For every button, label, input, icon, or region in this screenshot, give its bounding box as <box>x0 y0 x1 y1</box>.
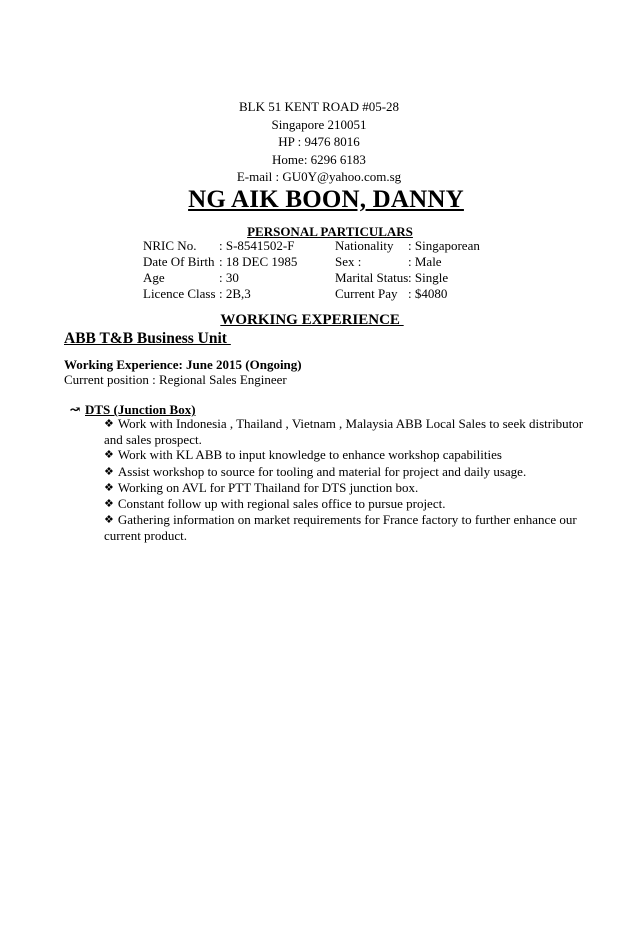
particular-value: : Male <box>408 254 442 269</box>
list-item <box>104 496 604 512</box>
particular-label: Date Of Birth <box>143 254 215 269</box>
personal-particulars-heading: PERSONAL PARTICULARS <box>247 224 413 239</box>
particular-label: Marital Status <box>335 270 409 285</box>
diamond-bullet-icon: ❖ <box>104 418 114 430</box>
list-item <box>104 416 604 447</box>
list-item <box>104 512 604 543</box>
particular-value: : Singaporean <box>408 238 480 253</box>
address-block <box>0 98 638 186</box>
address-home-phone: Home: 6296 6183 <box>272 151 366 167</box>
list-item-text: Work with KL ABB to input knowledge to enhance workshop capabilities <box>117 447 502 463</box>
list-item <box>104 480 604 496</box>
list-item-text: Gathering information on market requirements for France factory to further enhance our current product. <box>104 512 577 544</box>
particular-value: : Single <box>408 270 449 285</box>
candidate-name: NG AIK BOON, DANNY <box>188 186 464 213</box>
list-item-text: Work with Indonesia , Thailand , Vietnam , Malaysia ABB Local Sales to seek distributor and sales prospect. <box>104 416 584 448</box>
responsibilities-list <box>104 416 604 544</box>
particular-label: Age <box>143 270 165 285</box>
list-item-text: Assist workshop to source for tooling and material for project and daily usage. <box>117 463 527 479</box>
address-street: BLK 51 KENT ROAD #05-28 <box>238 99 400 114</box>
list-item <box>104 447 604 463</box>
particular-value: : $4080 <box>408 286 448 301</box>
arrow-icon: ↝ <box>69 402 81 417</box>
diamond-bullet-icon: ❖ <box>104 498 114 511</box>
particular-label: Licence Class <box>143 286 216 301</box>
particular-value: : 30 <box>219 270 239 285</box>
diamond-bullet-icon: ❖ <box>104 449 114 462</box>
diamond-bullet-icon: ❖ <box>104 481 114 494</box>
company-heading: ABB T&B Business Unit <box>64 330 231 347</box>
particular-label: Sex : <box>335 254 362 269</box>
particular-label: Current Pay <box>335 286 398 301</box>
current-position: Current position : Regional Sales Engineer <box>64 372 287 387</box>
experience-period: Working Experience: June 2015 (Ongoing) <box>64 357 302 372</box>
particular-label: NRIC No. <box>143 238 197 253</box>
address-mobile: HP : 9476 8016 <box>278 134 360 149</box>
particular-value: : S-8541502-F <box>219 238 295 253</box>
address-city: Singapore 210051 <box>271 116 367 132</box>
list-item-text: Constant follow up with regional sales office to pursue project. <box>117 496 446 512</box>
particular-value: : 2B,3 <box>219 286 251 301</box>
address-email: E-mail : GU0Y@yahoo.com.sg <box>236 169 402 184</box>
diamond-bullet-icon: ❖ <box>104 465 114 478</box>
particular-value: : 18 DEC 1985 <box>219 254 298 269</box>
list-item <box>104 464 604 480</box>
dts-section-label: DTS (Junction Box) <box>85 402 196 417</box>
list-item-text: Working on AVL for PTT Thailand for DTS junction box. <box>117 479 419 495</box>
diamond-bullet-icon: ❖ <box>104 514 114 527</box>
particular-label: Nationality <box>335 238 394 253</box>
working-experience-heading: WORKING EXPERIENCE <box>220 312 404 328</box>
